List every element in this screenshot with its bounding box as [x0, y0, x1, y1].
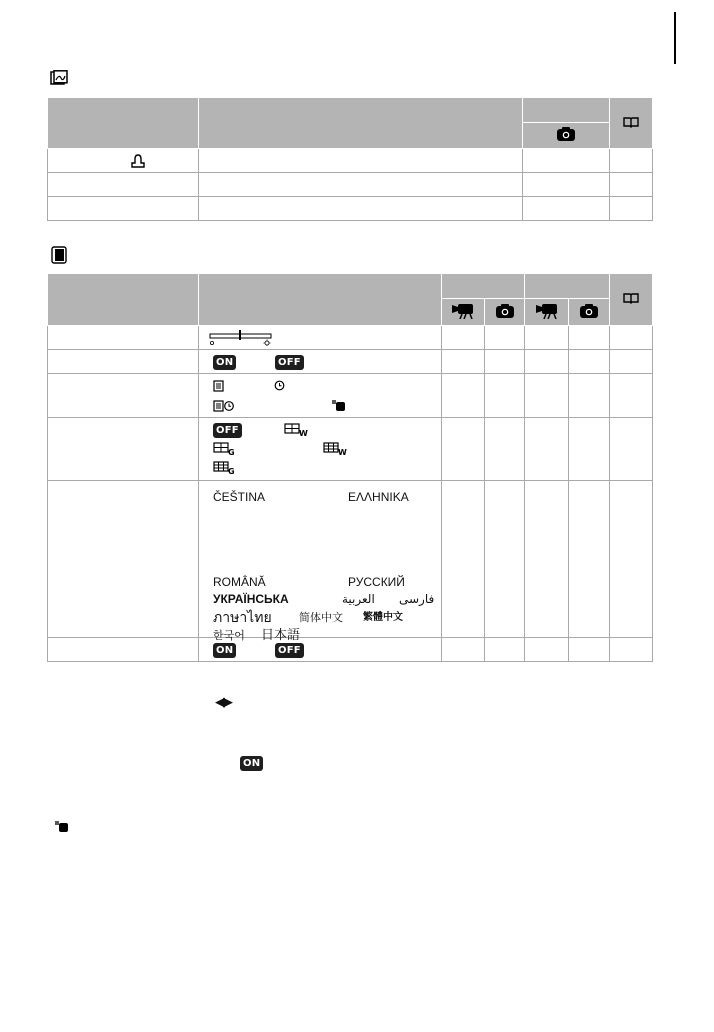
camera-icon	[496, 304, 514, 318]
date-icon	[213, 380, 225, 392]
display-setup-icon	[51, 246, 67, 264]
svg-text:G: G	[228, 467, 235, 475]
display-setup-table	[47, 273, 653, 662]
lang-chinese-traditional: 繁體中文	[363, 612, 403, 623]
table-row	[48, 638, 653, 662]
camera-icon	[557, 127, 575, 141]
header-movie-1	[442, 299, 485, 326]
header-mode-b	[525, 274, 610, 299]
header-item	[48, 98, 199, 149]
movie-mode-icon	[55, 820, 69, 833]
table-row	[48, 197, 653, 221]
header-options	[199, 98, 523, 149]
header-photo-2	[569, 299, 610, 326]
brightness-slider-icon	[209, 329, 273, 346]
on-badge: ON	[213, 355, 236, 370]
header-item	[48, 274, 199, 326]
movie-camera-icon	[452, 303, 474, 319]
table-row	[48, 173, 653, 197]
table-row	[48, 374, 653, 418]
lang-russian: РУССКИЙ	[348, 575, 405, 589]
movie-mode-icon	[332, 399, 346, 412]
table-row	[48, 350, 653, 374]
left-right-arrows-icon: ◀▶	[215, 694, 231, 709]
table-row	[48, 481, 653, 638]
lang-chinese-simplified: 简体中文	[299, 612, 343, 624]
row-options	[199, 149, 523, 173]
lang-romanian: ROMÂNĂ	[213, 575, 266, 589]
header-mode	[523, 98, 610, 123]
lang-greek: ΕΛΛΗΝΙΚΑ	[348, 490, 409, 504]
header-photo-mode	[523, 123, 610, 149]
header-reference	[610, 98, 653, 149]
header-options	[199, 274, 442, 326]
date-time-icon	[213, 400, 235, 412]
playback-menu-table	[47, 97, 653, 221]
header-photo-1	[485, 299, 525, 326]
guide-gray-1-icon	[213, 442, 237, 456]
lang-thai: ภาษาไทย	[213, 609, 272, 625]
photo-playback-icon	[50, 70, 68, 86]
lang-arabic: العربية	[342, 592, 375, 606]
row-mode	[523, 149, 610, 173]
lang-ukrainian: УКРАЇНСЬКА	[213, 592, 289, 606]
book-icon	[623, 292, 639, 304]
off-badge: OFF	[275, 643, 304, 658]
lang-farsi: فارسی	[399, 592, 435, 606]
on-badge: ON	[213, 643, 236, 658]
camera-icon	[580, 304, 598, 318]
page-edge-marker	[674, 12, 676, 64]
book-icon	[623, 116, 639, 128]
header-mode-a	[442, 274, 525, 299]
svg-text:G: G	[228, 448, 235, 456]
header-reference	[610, 274, 653, 326]
svg-text:W: W	[338, 448, 347, 456]
lang-czech: ČEŠTINA	[213, 490, 266, 504]
off-badge: OFF	[275, 355, 304, 370]
header-movie-2	[525, 299, 569, 326]
table-row	[48, 418, 653, 481]
table-row	[48, 149, 653, 173]
clock-icon	[274, 380, 285, 391]
svg-text:W: W	[299, 429, 308, 437]
print-icon	[131, 154, 145, 168]
on-badge: ON	[240, 756, 263, 771]
table-row	[48, 326, 653, 350]
lang-japanese: 日本語	[261, 627, 301, 642]
row-label	[48, 149, 199, 173]
off-badge: OFF	[213, 423, 242, 438]
lang-korean: 한국어	[213, 630, 245, 642]
guide-gray-2-icon	[213, 461, 237, 475]
guide-white-2-icon	[323, 442, 347, 456]
guide-white-1-icon	[284, 423, 308, 437]
row-ref	[610, 149, 653, 173]
movie-camera-icon	[536, 303, 558, 319]
